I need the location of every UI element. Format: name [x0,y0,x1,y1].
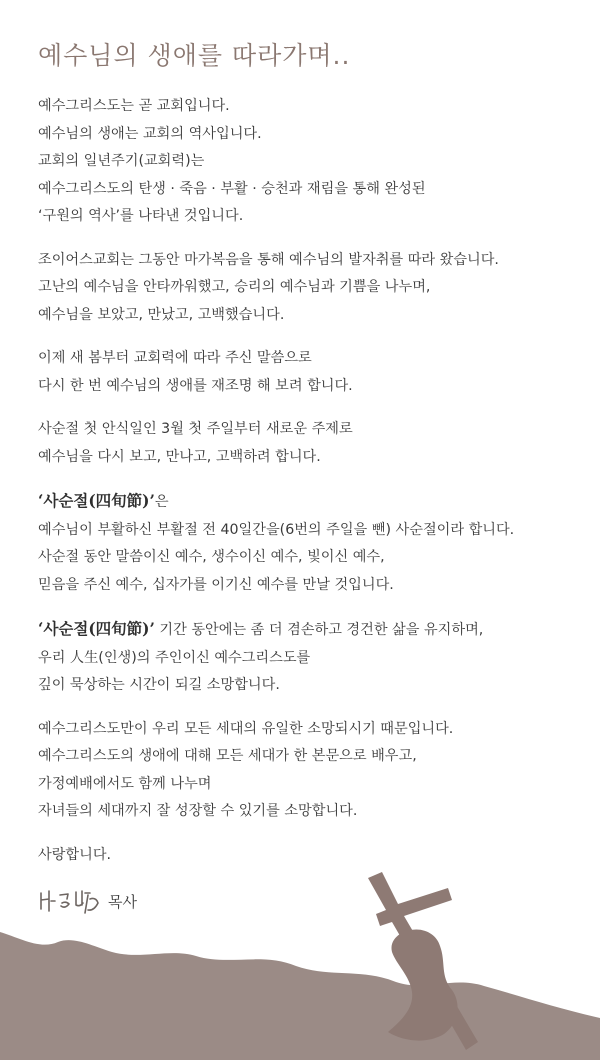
page-title: 예수님의 생애를 따라가며.. [38,41,351,70]
text-line: 조이어스교회는 그동안 마가복음을 통해 예수님의 발자취를 따라 왔습니다. [38,251,499,268]
paragraph-hope [38,716,578,826]
text-line: 예수님을 다시 보고, 만나고, 고백하려 합니다. [38,448,321,465]
text-line: 예수님의 생애는 교회의 역사입니다. [38,125,262,142]
paragraph-intro [38,93,578,231]
lent-term-suffix: 기간 동안에는 좀 더 겸손하고 경건한 삶을 유지하며, [154,622,484,638]
text-line: 믿음을 주신 예수, 십자가를 이기신 예수를 만날 것입니다. [38,576,394,593]
text-line: 사순절 첫 안식일인 3월 첫 주일부터 새로운 주제로 [38,421,353,437]
text-line: 예수님을 보았고, 만났고, 고백했습니다. [38,306,285,323]
paragraph-mark [38,247,578,330]
paragraph-lent-definition [38,487,578,599]
hill-ground [0,932,600,1060]
text-line: 깊이 묵상하는 시간이 되길 소망합니다. [38,677,280,693]
text-line [38,615,578,645]
text-line: 자녀들의 세대까지 잘 성장할 수 있기를 소망합니다. [38,803,358,819]
text-line: 사순절 동안 말씀이신 예수, 생수이신 예수, 빛이신 예수, [38,549,385,565]
text-line: 예수그리스도만이 우리 모든 세대의 유일한 소망되시기 때문입니다. [38,720,454,737]
text-line: 예수그리스도의 생애에 대해 모든 세대가 한 본문으로 배우고, [38,748,417,764]
text-line: 고난의 예수님을 안타까워했고, 승리의 예수님과 기쁨을 나누며, [38,279,431,295]
closing-text: 사랑합니다. [38,846,112,863]
letter-body [38,93,578,917]
paragraph-lent-start [38,416,578,471]
lent-term: ‘사순절(四旬節)’ [38,491,155,510]
paragraph-closing [38,842,578,870]
text-line: ‘구원의 역사’를 나타낸 것입니다. [38,208,244,224]
text-line [38,487,578,517]
text-line: 예수그리스도의 탄생 · 죽음 · 부활 · 승천과 재림을 통해 완성된 [38,180,426,197]
text-line: 가정예배에서도 함께 나누며 [38,775,212,792]
text-line: 교회의 일년주기(교회력)는 [38,153,205,169]
text-line: 이제 새 봄부터 교회력에 따라 주신 말씀으로 [38,350,312,366]
paragraph-spring [38,345,578,400]
lent-term: ‘사순절(四旬節)’ [38,619,155,638]
paragraph-lent-meditation [38,615,578,700]
text-line: 예수님이 부활하신 부활절 전 40일간을(6번의 주일을 뺀) 사순절이라 합니다. [38,521,515,538]
text-line: 예수그리스도는 곧 교회입니다. [38,98,230,114]
text-line: 우리 人生(인생)의 주인이신 예수그리스도를 [38,649,311,666]
cross-bearer-illustration [0,868,600,1060]
pastor-title: 목사 [108,892,137,911]
text-line: 다시 한 번 예수님의 생애를 재조명 해 보려 합니다. [38,377,353,394]
lent-term-suffix: 은 [154,494,169,510]
